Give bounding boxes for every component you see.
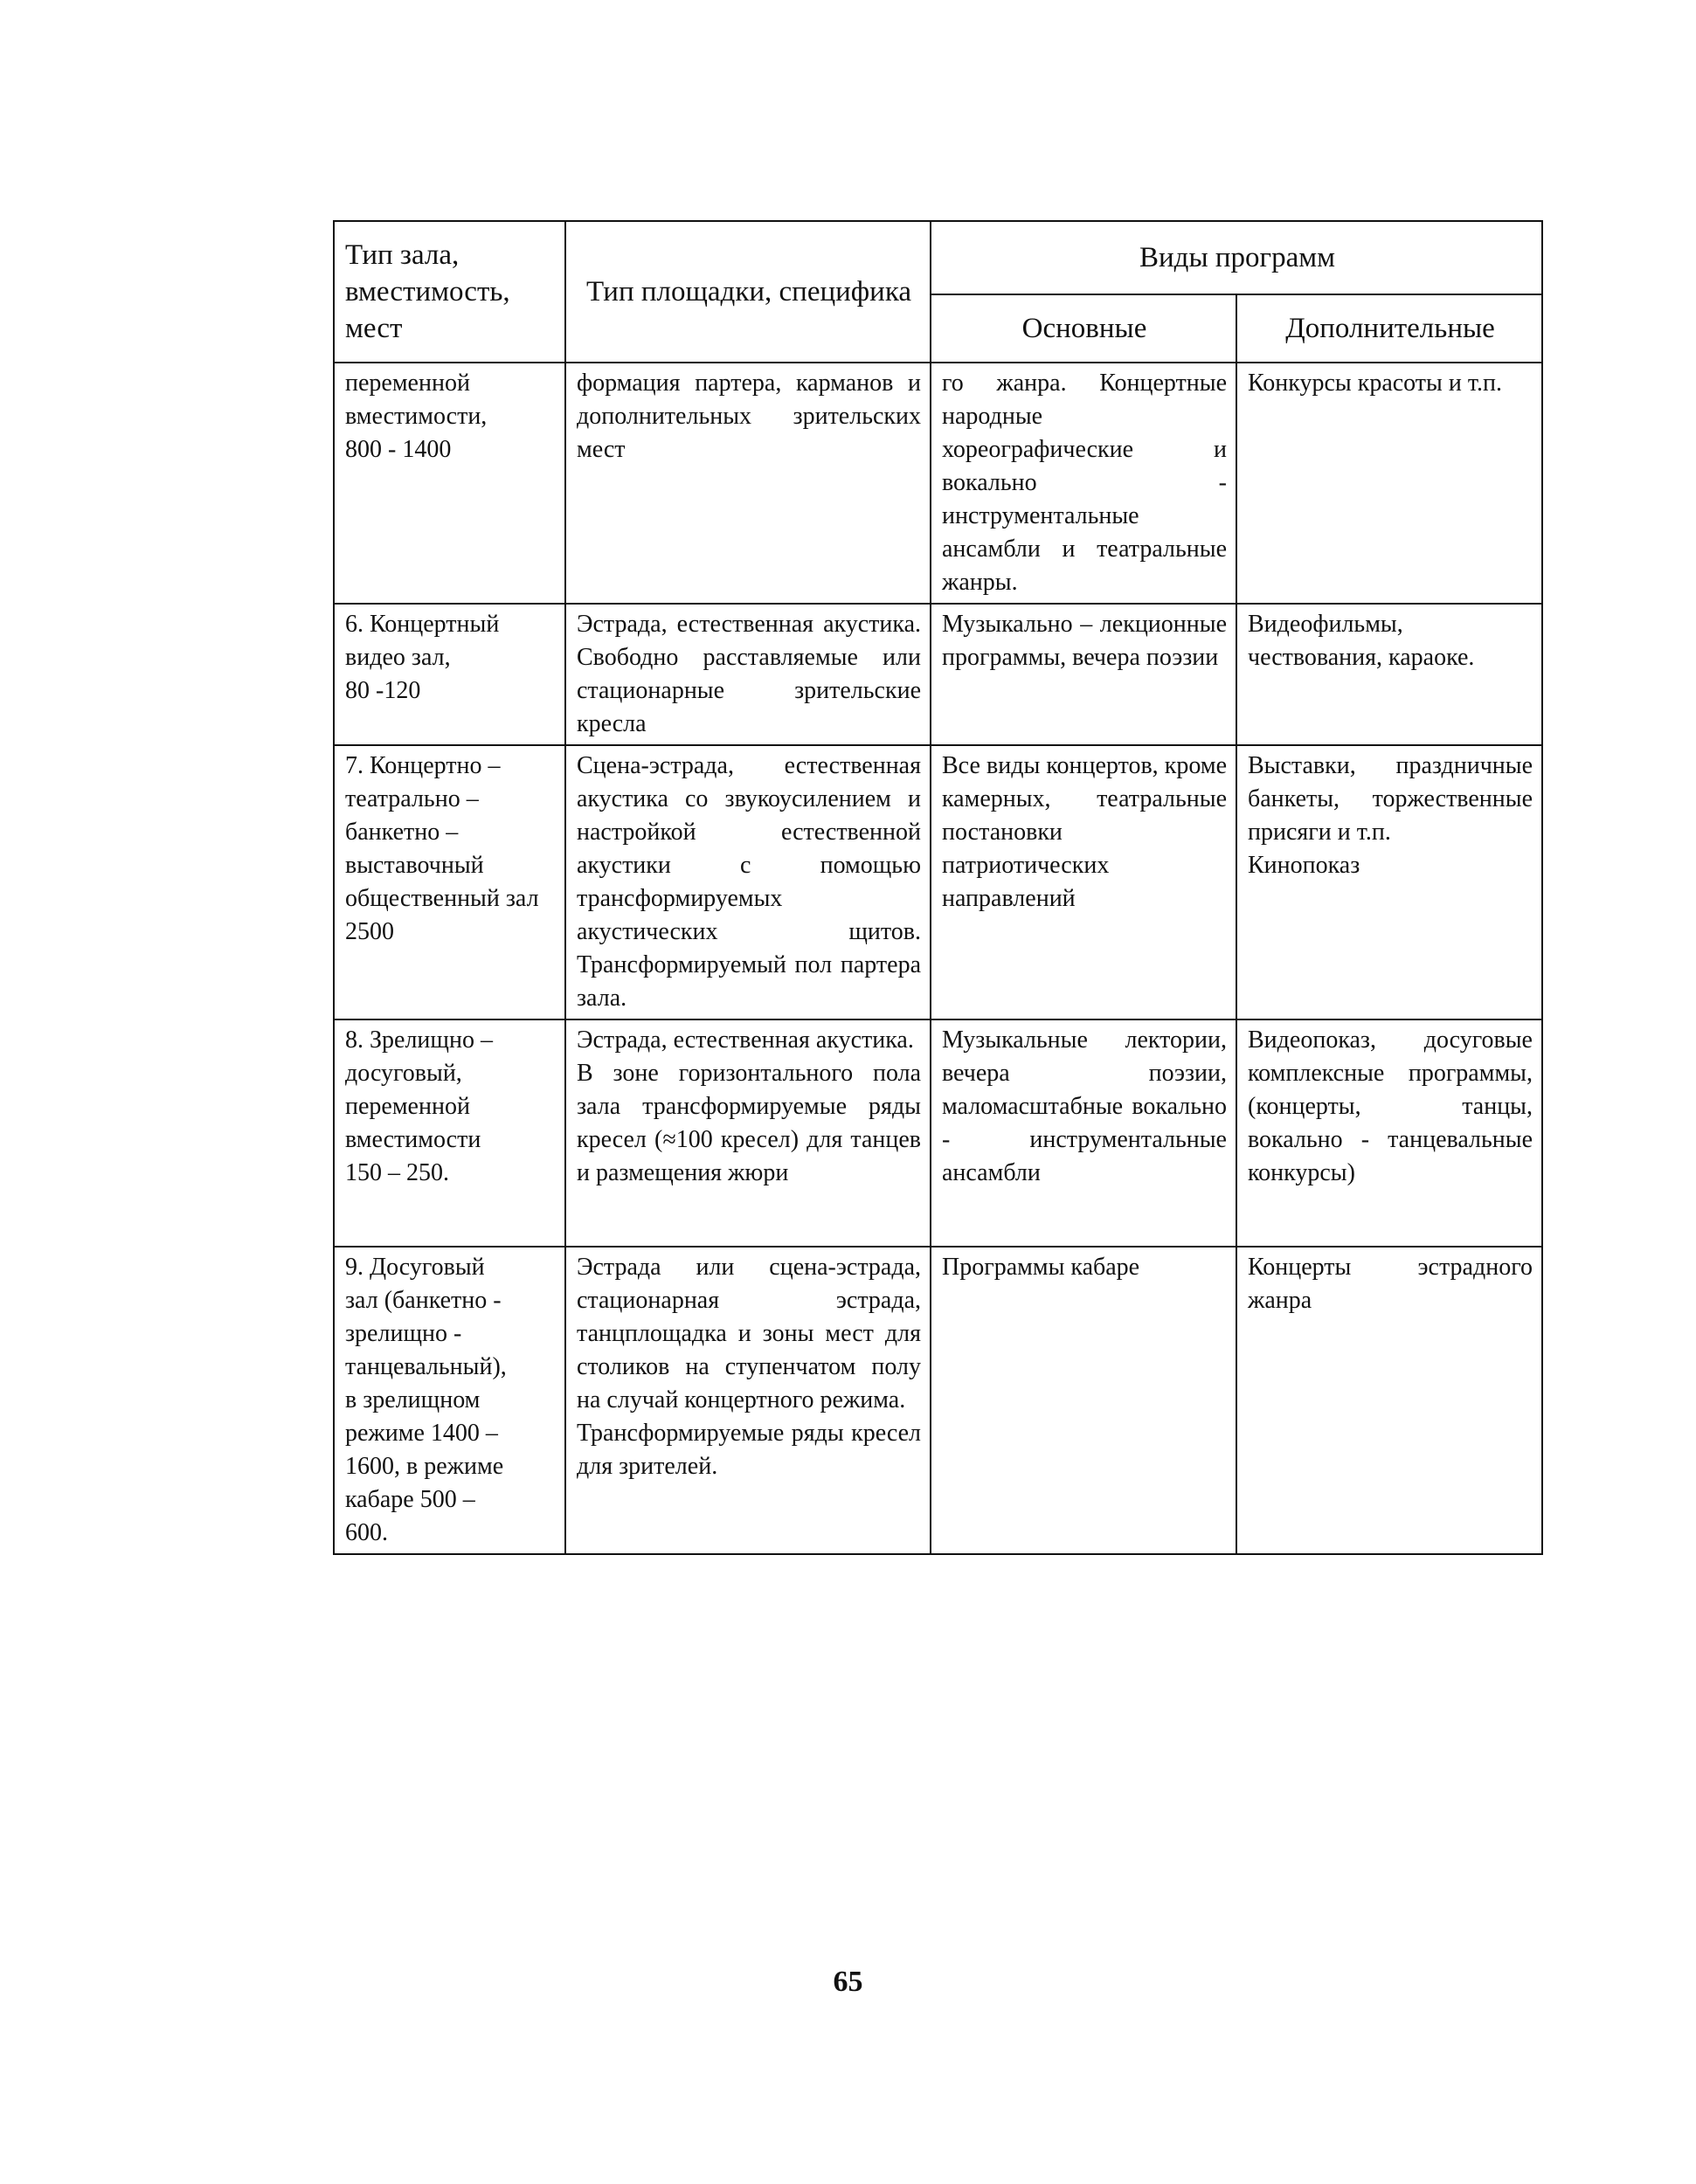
cell-platform-text: Эстрада, естественная акустика. В зоне горизонтального пола зала трансформируемые ряды кресел (≈100 кресел) для танцев и размещения жюри: [577, 1026, 921, 1186]
cell-platform: [565, 1247, 931, 1554]
header-platform-type: Тип площадки, специфика: [565, 221, 931, 363]
page-number: 65: [833, 1966, 863, 1998]
cell-hall-type-text: 9. Досуговый зал (банкетно - зрелищно - танцевальный), в зрелищном режиме 1400 – 1600, в режиме кабаре 500 – 600.: [345, 1254, 507, 1546]
cell-additional-programs-text: Видеофильмы, чествования, караоке.: [1248, 611, 1475, 671]
table-row: [334, 1247, 1542, 1554]
cell-additional-programs: [1236, 1019, 1542, 1247]
cell-main-programs-text: го жанра. Концертные народные хореографические и вокально - инструментальные ансамбли и театральные жанры.: [942, 370, 1227, 596]
cell-hall-type: [334, 604, 565, 745]
cell-hall-type-text: 7. Концертно – театрально – банкетно – выставочный общественный зал 2500: [345, 752, 539, 945]
cell-hall-type-text: 6. Концертный видео зал, 80 -120: [345, 611, 500, 704]
cell-additional-programs: [1236, 745, 1542, 1019]
cell-main-programs: [931, 604, 1236, 745]
cell-main-programs: [931, 1019, 1236, 1247]
cell-main-programs: [931, 745, 1236, 1019]
cell-additional-programs-text: Концерты эстрадного жанра: [1248, 1254, 1533, 1314]
cell-main-programs: [931, 363, 1236, 604]
cell-platform: [565, 745, 931, 1019]
cell-hall-type: [334, 363, 565, 604]
header-main-programs: Основные: [931, 294, 1236, 363]
cell-additional-programs: [1236, 363, 1542, 604]
cell-main-programs-text: Музыкальные лектории, вечера поэзии, маломасштабные вокально - инструментальные ансамбли: [942, 1026, 1227, 1186]
cell-platform: [565, 604, 931, 745]
cell-hall-type: [334, 1019, 565, 1247]
cell-platform: [565, 1019, 931, 1247]
header-program-types: Виды программ: [931, 221, 1542, 294]
table-row: [334, 1019, 1542, 1247]
cell-main-programs: [931, 1247, 1236, 1554]
cell-main-programs-text: Все виды концертов, кроме камерных, театральные постановки патриотических направлений: [942, 752, 1227, 912]
cell-hall-type-text: 8. Зрелищно – досуговый, переменной вместимости 150 – 250.: [345, 1026, 493, 1186]
cell-platform-text: Эстрада или сцена-эстрада, стационарная эстрада, танцплощадка и зоны мест для столиков на ступенчатом полу на случай концертного режима. Трансформируемые ряды кресел для зрителей.: [577, 1254, 921, 1480]
table-row: [334, 745, 1542, 1019]
cell-additional-programs-text: Выставки, праздничные банкеты, торжественные присяги и т.п. Кинопоказ: [1248, 752, 1533, 879]
cell-platform-text: Сцена-эстрада, естественная акустика со звукоусилением и настройкой естественной акустики с помощью трансформируемых акустических щитов. Трансформируемый пол партера зала.: [577, 752, 921, 1012]
cell-hall-type: [334, 745, 565, 1019]
table-row: [334, 604, 1542, 745]
cell-platform-text: Эстрада, естественная акустика. Свободно расставляемые или стационарные зрительские кресла: [577, 611, 921, 737]
cell-platform-text: формация партера, карманов и дополнительных зрительских мест: [577, 370, 921, 463]
cell-hall-type-text: переменной вместимости, 800 - 1400: [345, 370, 488, 463]
header-additional-programs: Дополнительные: [1236, 294, 1542, 363]
header-row-top: [334, 221, 1542, 294]
cell-main-programs-text: Программы кабаре: [942, 1254, 1140, 1281]
cell-additional-programs-text: Конкурсы красоты и т.п.: [1248, 370, 1502, 397]
cell-additional-programs-text: Видеопоказ, досуговые комплексные программы, (концерты, танцы, вокально - танцевальные конкурсы): [1248, 1026, 1533, 1186]
cell-platform: [565, 363, 931, 604]
cell-hall-type: [334, 1247, 565, 1554]
table-row: [334, 363, 1542, 604]
header-hall-type: Тип зала, вместимость, мест: [334, 221, 565, 363]
cell-additional-programs: [1236, 1247, 1542, 1554]
cell-additional-programs: [1236, 604, 1542, 745]
cell-main-programs-text: Музыкально – лекционные программы, вечера поэзии: [942, 611, 1227, 671]
programs-table: [333, 220, 1543, 1555]
